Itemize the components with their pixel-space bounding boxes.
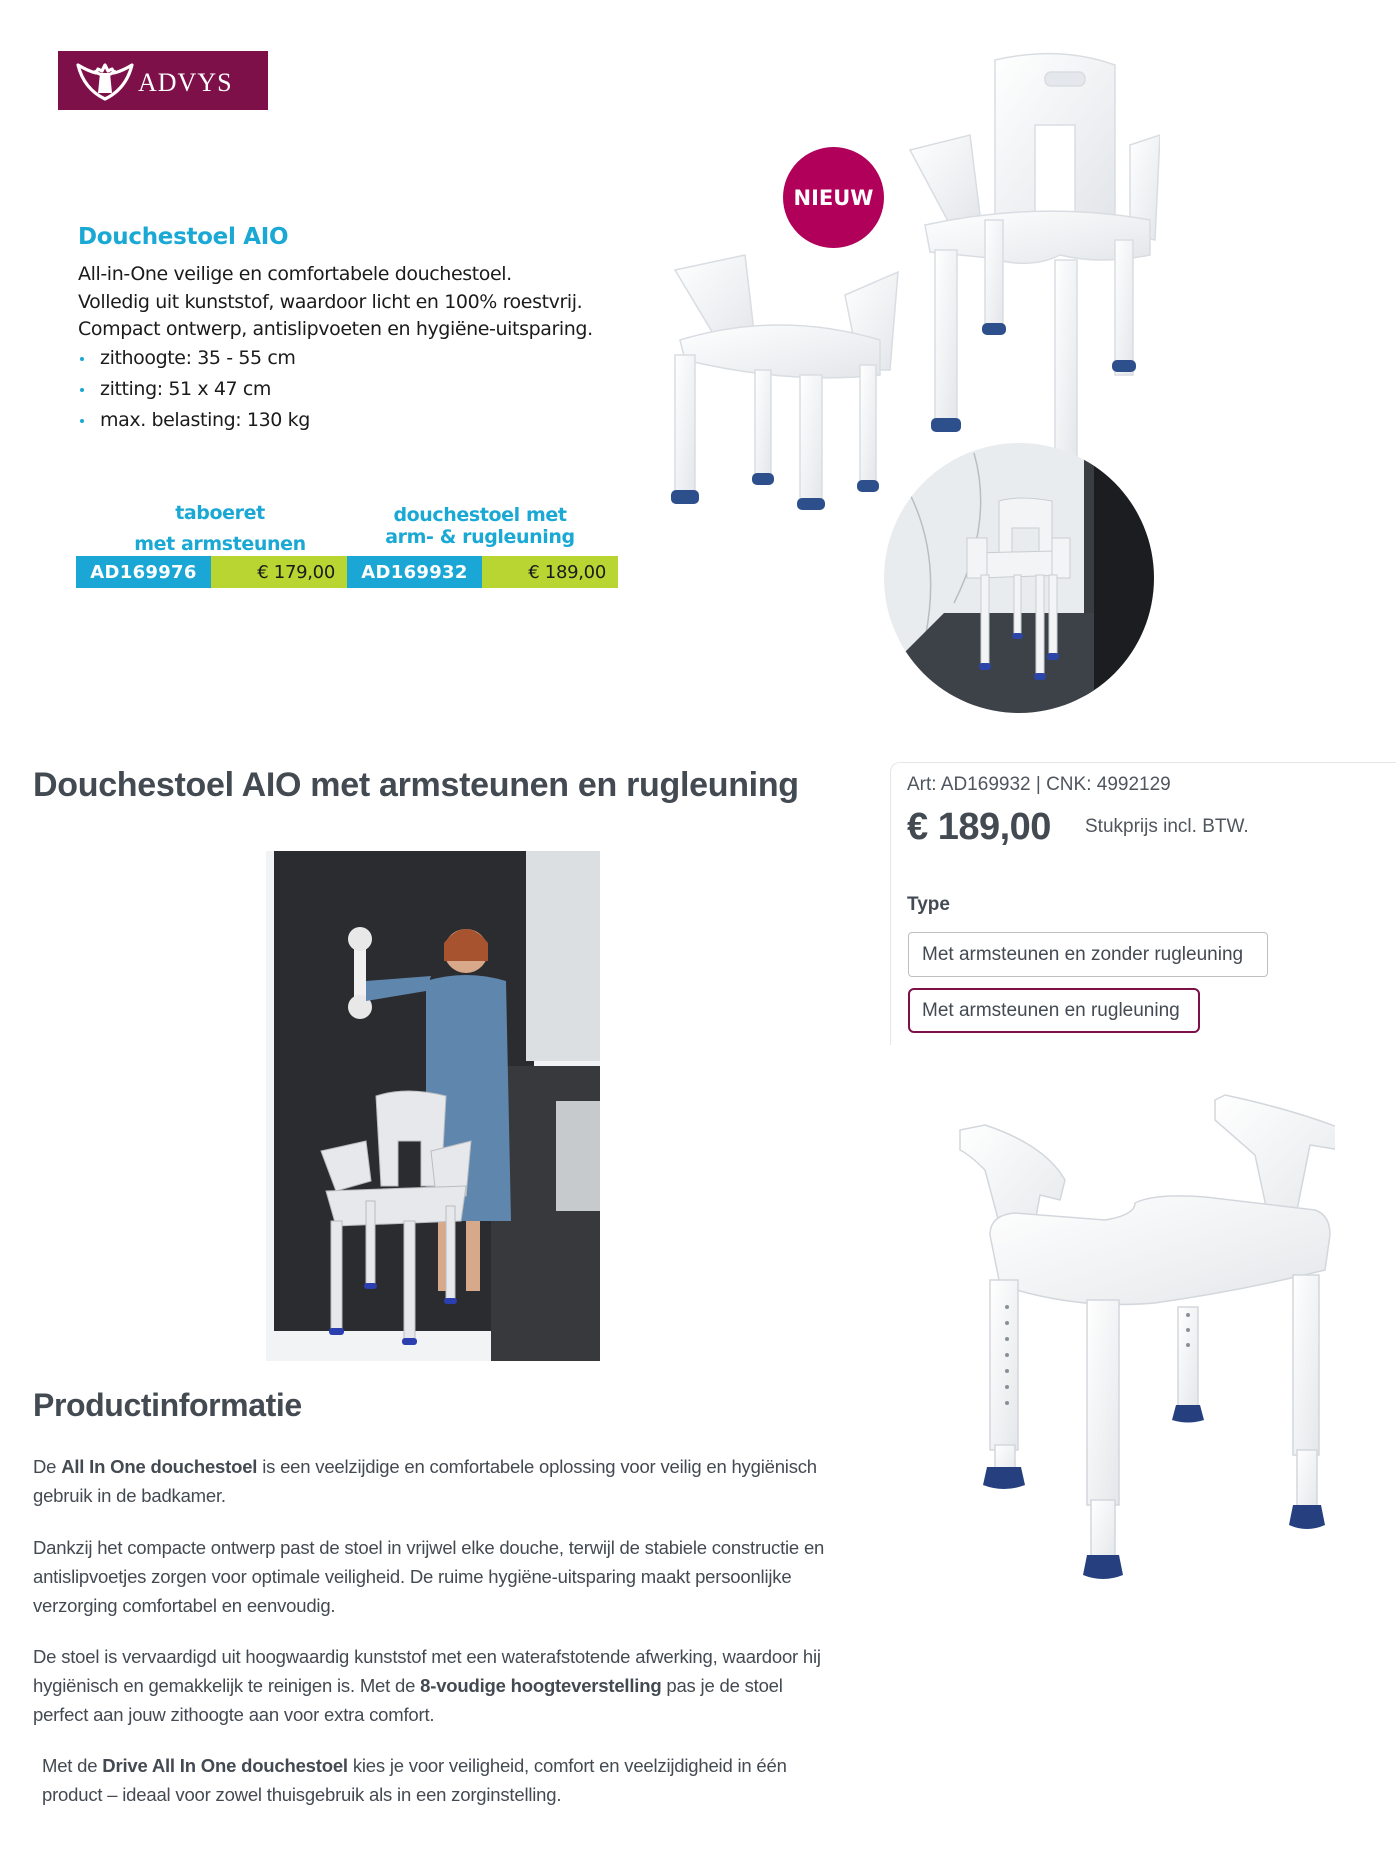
variant-code: AD169932 — [347, 556, 482, 588]
variant-price: € 189,00 — [482, 556, 618, 588]
spec-item: max. belasting: 130 kg — [78, 405, 310, 436]
type-option-without-backrest[interactable]: Met armsteunen en zonder rugleuning — [908, 932, 1268, 977]
type-option-with-backrest[interactable]: Met armsteunen en rugleuning — [908, 988, 1200, 1033]
shower-chair-in-shower-photo — [884, 443, 1154, 713]
variant-header-taboeret: taboeret met armsteunen — [134, 502, 306, 555]
advys-logo — [58, 51, 268, 110]
page-title: Douchestoel AIO met armsteunen en rugleuning — [33, 766, 799, 804]
flyer-description-line: All-in-One veilige en comfortabele douchestoel. — [78, 263, 512, 285]
product-info-paragraph: De All In One douchestoel is een veelzijdige en comfortabele oplossing voor veilig en hygiënisch gebruik in de badkamer. — [33, 1456, 817, 1506]
product-price: € 189,00 — [907, 806, 1051, 848]
price-note: Stukprijs incl. BTW. — [1085, 816, 1249, 837]
bullet-icon — [80, 388, 84, 392]
product-info-paragraph: De stoel is vervaardigd uit hoogwaardig kunststof met een waterafstotende afwerking, waardoor hij hygiënisch en gemakkelijk te reinigen is. Met de 8-voudige hoogteverstelling pas je de stoel perfect aan jouw zithoogte aan voor extra comfort. — [33, 1646, 821, 1725]
spec-item: zithoogte: 35 - 55 cm — [78, 343, 310, 374]
variant-price: € 179,00 — [211, 556, 347, 588]
flyer-description-line: Volledig uit kunststof, waardoor licht en 100% roestvrij. — [78, 290, 583, 313]
product-info-paragraph: Met de Drive All In One douchestoel kies je voor veiligheid, comfort en veelzijdigheid in één product – ideaal voor zowel thuisgebruik als in een zorginstelling. — [42, 1755, 787, 1805]
variant-header-douchestoel: douchestoel met arm- & rugleuning — [385, 504, 575, 548]
bullet-icon — [80, 419, 84, 423]
flyer-description-line: Compact ontwerp, antislipvoeten en hygiëne-uitsparing. — [78, 318, 593, 340]
flyer-title: Douchestoel AIO — [78, 224, 289, 250]
flyer-description — [78, 261, 593, 344]
article-number: Art: AD169932 | CNK: 4992129 — [907, 774, 1171, 795]
new-badge: NIEUW — [783, 147, 884, 248]
advys-logo-icon — [74, 59, 136, 103]
type-label: Type — [907, 894, 950, 915]
flyer-price-table — [76, 556, 618, 588]
brand-name: ADVYS — [138, 67, 233, 97]
product-info-paragraph: Dankzij het compacte ontwerp past de stoel in vrijwel elke douche, terwijl de stabiele constructie en antislipvoetjes zorgen voor optimale veiligheid. De ruime hygiëne-uitsparing maakt persoonlijke verzorging comfortabel en eenvoudig. — [33, 1537, 825, 1616]
spec-item: zitting: 51 x 47 cm — [78, 374, 310, 405]
variant-code: AD169976 — [76, 556, 211, 588]
flyer-spec-list — [78, 343, 310, 436]
shower-chair-product-image — [660, 40, 1160, 510]
shower-stool-armrests-image — [925, 1075, 1335, 1600]
product-info-heading: Productinformatie — [33, 1387, 302, 1423]
woman-with-shower-chair-photo — [266, 851, 600, 1361]
bullet-icon — [80, 357, 84, 361]
